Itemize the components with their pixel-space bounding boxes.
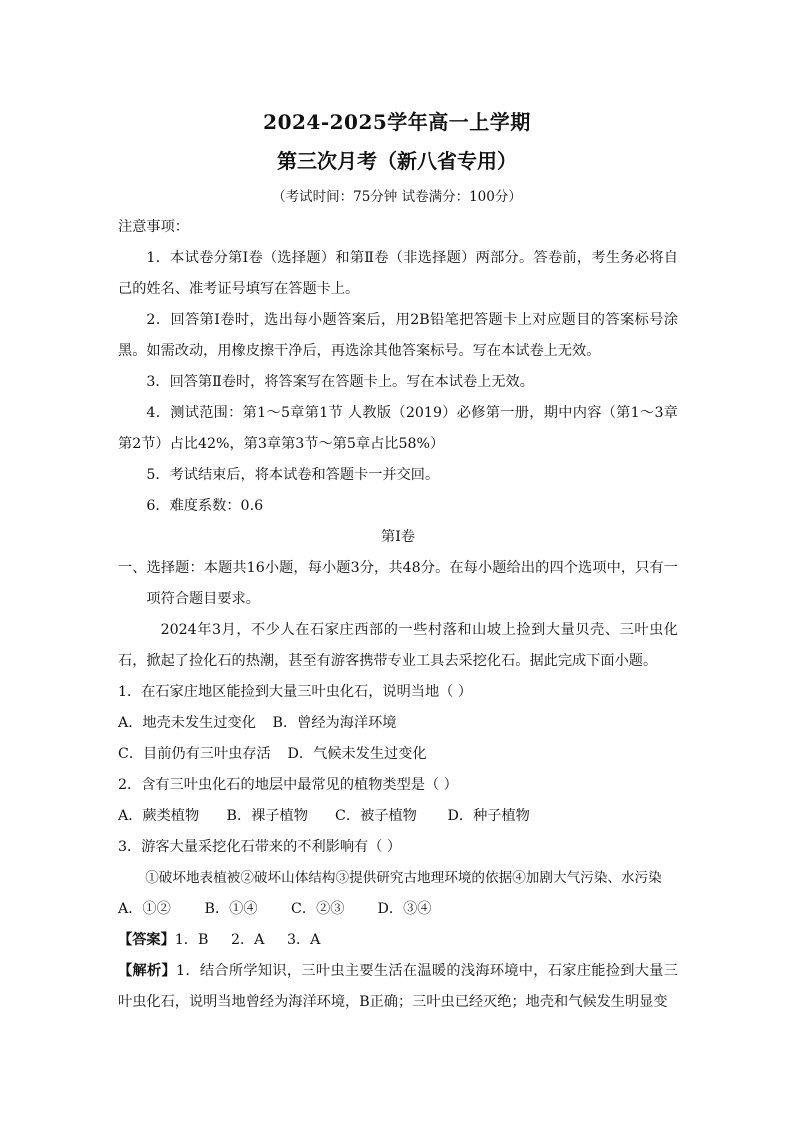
- exam-title: 2024-2025学年高一上学期: [263, 110, 531, 134]
- question-options: [118, 708, 678, 739]
- option: B．曾经为海洋环境: [272, 715, 397, 731]
- note-item: 6．难度系数：0.6: [146, 498, 264, 514]
- question-stem: 1．在石家庄地区能捡到大量三叶虫化石，说明当地（ ）: [118, 684, 473, 700]
- question-stem: 2．含有三叶虫化石的地层中最常见的植物类型是（ ）: [118, 777, 458, 793]
- option: A．地壳未发生过变化: [118, 715, 256, 731]
- option: D．③④: [377, 901, 432, 917]
- question-options: [118, 739, 678, 770]
- note-item: 2．回答第Ⅰ卷时，选出每小题答案后，用2B铅笔把答题卡上对应题目的答案标号涂黑。如需改动，用橡皮擦干净后，再选涂其他答案标号。写在本试卷上无效。: [118, 312, 678, 359]
- exam-info: （考试时间：75分钟 试卷满分：100分）: [272, 189, 522, 205]
- option: D．种子植物: [447, 808, 530, 824]
- option: A．①②: [118, 901, 171, 917]
- note-item: 4．测试范围：第1～5章第1节 人教版（2019）必修第一册，期中内容（第1～3章第2节）占比42%，第3章第3节～第5章占比58%）: [118, 405, 678, 452]
- note-item: 5．考试结束后，将本试卷和答题卡一并交回。: [146, 467, 440, 483]
- answer-label: 【答案】: [118, 932, 175, 948]
- option: A．蕨类植物: [118, 808, 200, 824]
- passage: 2024年3月，不少人在石家庄西部的一些村落和山坡上捡到大量贝壳、三叶虫化石，掀起了捡化石的热潮，甚至有游客携带专业工具去采挖化石。据此完成下面小题。: [118, 622, 678, 669]
- option: C．被子植物: [335, 808, 417, 824]
- question-options: [118, 801, 678, 832]
- exam-subtitle: 第三次月考（新八省专用）: [277, 149, 517, 173]
- analysis-label: 【解析】: [118, 963, 176, 979]
- document-body: [118, 212, 678, 1018]
- option: D．气候未发生过变化: [287, 746, 427, 762]
- note-item: 1．本试卷分第Ⅰ卷（选择题）和第Ⅱ卷（非选择题）两部分。答卷前，考生务必将自己的姓名、准考证号填写在答题卡上。: [118, 250, 678, 297]
- question-statement: ①破坏地表植被②破坏山体结构③提供研究古地理环境的依据④加剧大气污染、水污染: [145, 870, 662, 886]
- option: B．①④: [204, 901, 258, 917]
- question-options: [118, 894, 678, 925]
- volume-title: 第Ⅰ卷: [381, 529, 415, 545]
- answer-text: 1．B 2．A 3．A: [174, 932, 321, 948]
- question-stem: 3．游客大量采挖化石带来的不利影响有（ ）: [118, 839, 402, 855]
- option: C．②③: [291, 901, 345, 917]
- note-item: 3．回答第Ⅱ卷时，将答案写在答题卡上。写在本试卷上无效。: [146, 374, 534, 390]
- analysis-paragraph: [118, 956, 678, 1018]
- option: C．目前仍有三叶虫存活: [118, 746, 271, 762]
- analysis-text: 1．结合所学知识，三叶虫主要生活在温暖的浅海环境中，石家庄能捡到大量三叶虫化石，说明当地曾经为海洋环境，B正确；三叶虫已经灭绝；地壳和气候发生明显变: [118, 963, 678, 1010]
- option: B．裸子植物: [226, 808, 308, 824]
- notes-heading: 注意事项：: [118, 219, 189, 235]
- section-instruction: 一、选择题：本题共16小题，每小题3分，共48分。在每小题给出的四个选项中，只有一项符合题目要求。: [118, 560, 678, 607]
- answer-line: [118, 925, 678, 956]
